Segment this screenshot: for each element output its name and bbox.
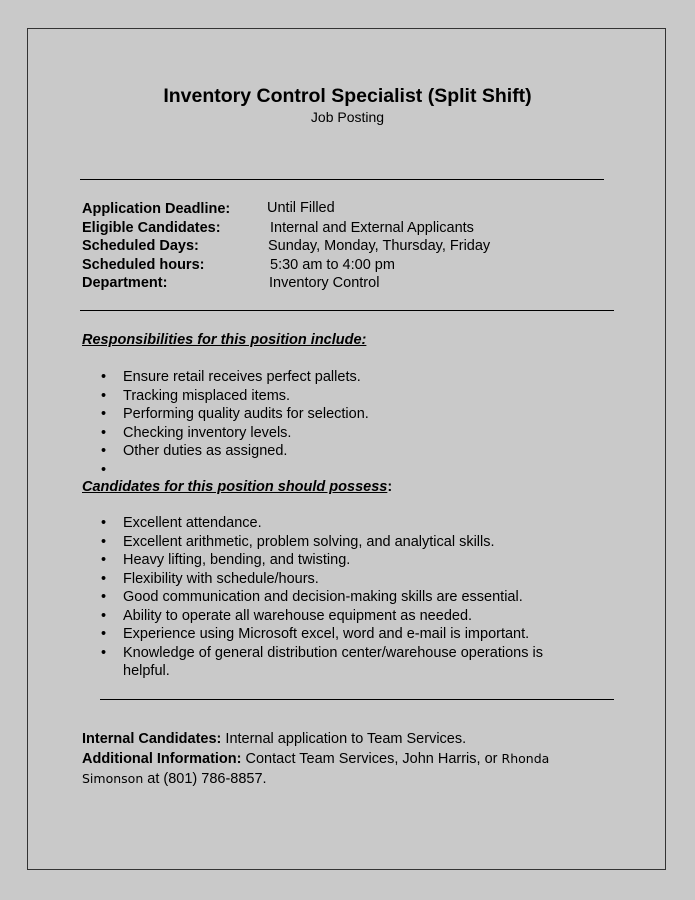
internal-candidates-label: Internal Candidates:: [82, 731, 222, 747]
bullet-icon: •: [101, 461, 107, 478]
detail-label-department: Department:: [82, 275, 168, 292]
bullet-icon: •: [101, 626, 107, 642]
divider-bottom: [100, 699, 614, 700]
qualifications-heading-colon: :: [387, 479, 393, 495]
divider-details: [80, 310, 614, 311]
footer-block: [82, 729, 622, 789]
list-item: • Checking inventory levels.: [101, 424, 292, 441]
list-item: • Knowledge of general distribution center/warehouse operations is helpful.: [101, 644, 543, 679]
list-item: • Performing quality audits for selection.: [101, 406, 369, 422]
bullet-icon: •: [101, 607, 107, 624]
list-item: • Excellent arithmetic, problem solving, and analytical skills.: [101, 533, 495, 550]
additional-info-label: Additional Information:: [82, 751, 242, 767]
bullet-icon: •: [101, 424, 107, 441]
bullet-icon: •: [101, 369, 107, 385]
bullet-icon: •: [101, 443, 107, 459]
internal-candidates-text: Internal application to Team Services.: [221, 731, 467, 747]
detail-value-eligible: Internal and External Applicants: [270, 219, 474, 236]
bullet-icon: •: [101, 515, 107, 531]
detail-value-department: Inventory Control: [269, 275, 380, 292]
list-item: • Ensure retail receives perfect pallets.: [101, 369, 361, 385]
contact-line: [82, 769, 622, 789]
list-item: • Good communication and decision-making skills are essential.: [101, 589, 523, 605]
bullet-icon: •: [101, 589, 107, 605]
list-item: • Ability to operate all warehouse equipment as needed.: [101, 607, 473, 624]
responsibilities-list: [0, 368, 593, 478]
bullet-icon: •: [101, 387, 107, 404]
bullet-icon: •: [101, 644, 107, 661]
detail-value-days: Sunday, Monday, Thursday, Friday: [268, 238, 491, 255]
detail-label-deadline: Application Deadline:: [82, 201, 231, 217]
responsibilities-heading-text: Responsibilities for this position include:: [82, 332, 367, 348]
bullet-icon: •: [101, 533, 107, 550]
detail-label-hours: Scheduled hours:: [82, 256, 205, 273]
divider-top: [80, 179, 604, 180]
detail-value-hours: 5:30 am to 4:00 pm: [270, 256, 395, 273]
contact-phone: at (801) 786-8857.: [143, 771, 267, 787]
internal-candidates-line: [82, 729, 622, 749]
detail-label-days: Scheduled Days:: [82, 238, 199, 255]
page-title: Inventory Control Specialist (Split Shift): [163, 85, 532, 107]
bullet-icon: •: [101, 406, 107, 422]
qualifications-heading-text: Candidates for this position should possess: [82, 479, 388, 495]
list-item: • Flexibility with schedule/hours.: [101, 570, 319, 587]
bullet-icon: •: [101, 552, 107, 568]
list-item: • Other duties as assigned.: [101, 443, 288, 459]
responsibilities-heading: [82, 331, 366, 349]
list-item: • Tracking misplaced items.: [101, 387, 291, 404]
page-subtitle: Job Posting: [310, 109, 385, 125]
list-item: • Experience using Microsoft excel, word and e-mail is important.: [101, 626, 530, 642]
additional-info-line: [82, 749, 622, 769]
qualifications-list: [0, 514, 593, 681]
list-item: • Heavy lifting, bending, and twisting.: [101, 552, 351, 568]
list-item: • Excellent attendance.: [101, 515, 262, 531]
contact-first-name: Rhonda: [501, 751, 550, 766]
contact-last-name: Simonson: [82, 771, 144, 786]
detail-value-deadline: Until Filled: [267, 200, 335, 216]
bullet-icon: •: [101, 570, 107, 587]
additional-info-text: Contact Team Services, John Harris, or: [241, 751, 502, 767]
qualifications-heading: [82, 478, 392, 496]
detail-label-eligible: Eligible Candidates:: [82, 219, 221, 236]
